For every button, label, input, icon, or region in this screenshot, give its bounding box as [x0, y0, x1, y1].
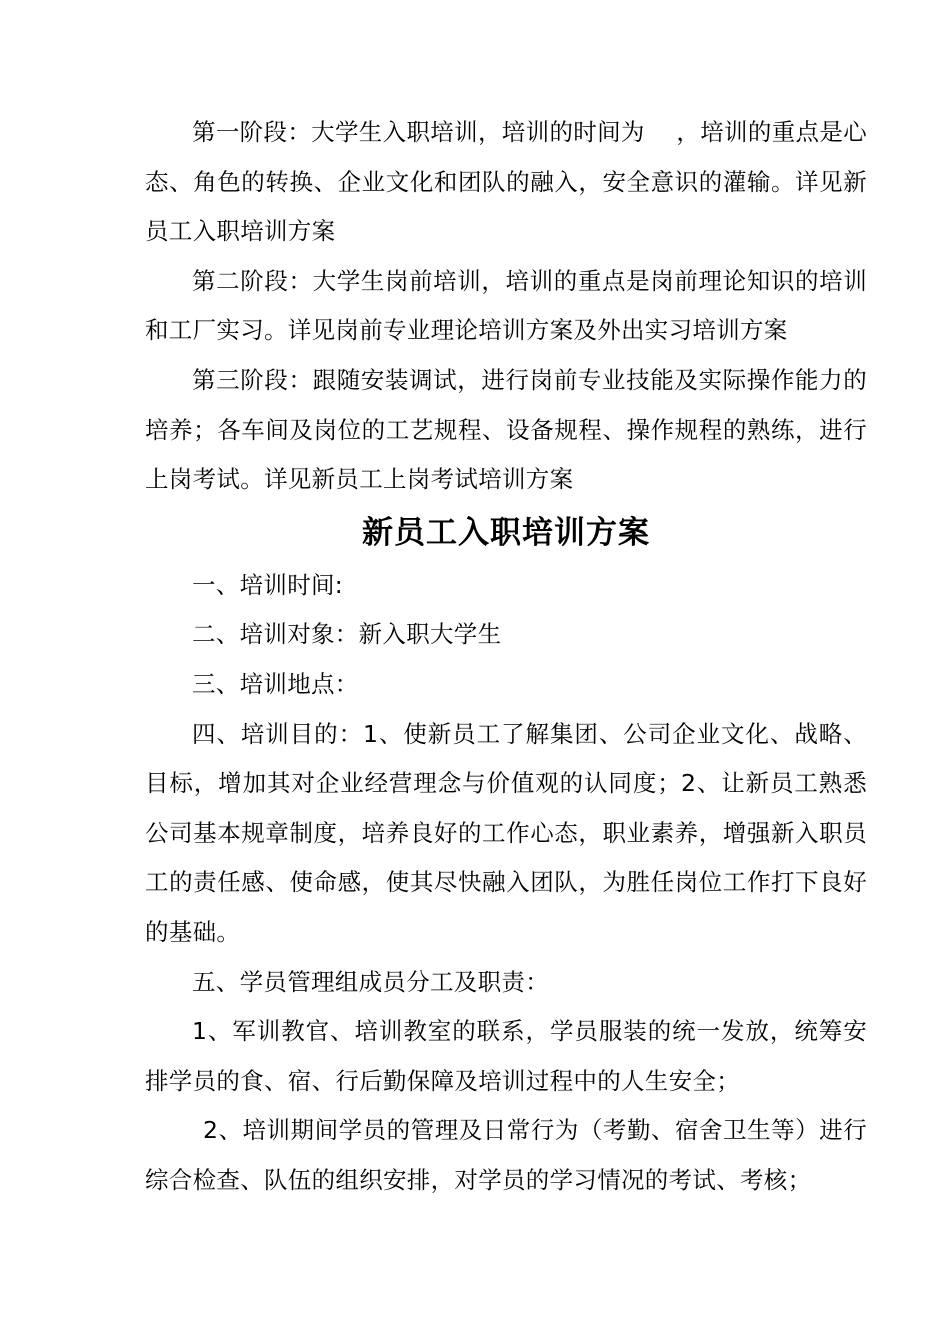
duty-item-1: 1、军训教官、培训教室的联系，学员服装的统一发放，统筹安排学员的食、宿、行后勤保障及培训过程中的人生安全； [145, 1017, 867, 1095]
document-page [145, 108, 867, 1205]
stage-one-paragraph: 第一阶段：大学生入职培训，培训的时间为 ，培训的重点是心态、角色的转换、企业文化和团队的融入，安全意识的灌输。详见新员工入职培训方案 [145, 118, 867, 246]
training-target: 二、培训对象：新入职大学生 [192, 620, 502, 649]
management-heading: 五、学员管理组成员分工及职责： [192, 967, 549, 996]
training-location: 三、培训地点： [192, 669, 359, 698]
duty-item-2: 2、培训期间学员的管理及日常行为（考勤、宿舍卫生等）进行综合检查、队伍的组织安排，对学员的学习情况的考试、考核； [145, 1116, 867, 1194]
stage-three-paragraph: 第三阶段：跟随安装调试，进行岗前专业技能及实际操作能力的培养；各车间及岗位的工艺规程、设备规程、操作规程的熟练，进行上岗考试。详见新员工上岗考试培训方案 [145, 365, 867, 494]
training-time: 一、培训时间: [192, 570, 344, 599]
stage-two-paragraph: 第二阶段：大学生岗前培训，培训的重点是岗前理论知识的培训和工厂实习。详见岗前专业理论培训方案及外出实习培训方案 [145, 266, 867, 345]
training-purpose: 四、培训目的：1、使新员工了解集团、公司企业文化、战略、目标，增加其对企业经营理念与价值观的认同度；2、让新员工熟悉公司基本规章制度，培养良好的工作心态，职业素养，增强新入职员工的责任感、使命感，使其尽快融入团队，为胜任岗位工作打下良好的基础。 [145, 719, 867, 946]
plan-title: 新员工入职培训方案 [362, 514, 650, 551]
